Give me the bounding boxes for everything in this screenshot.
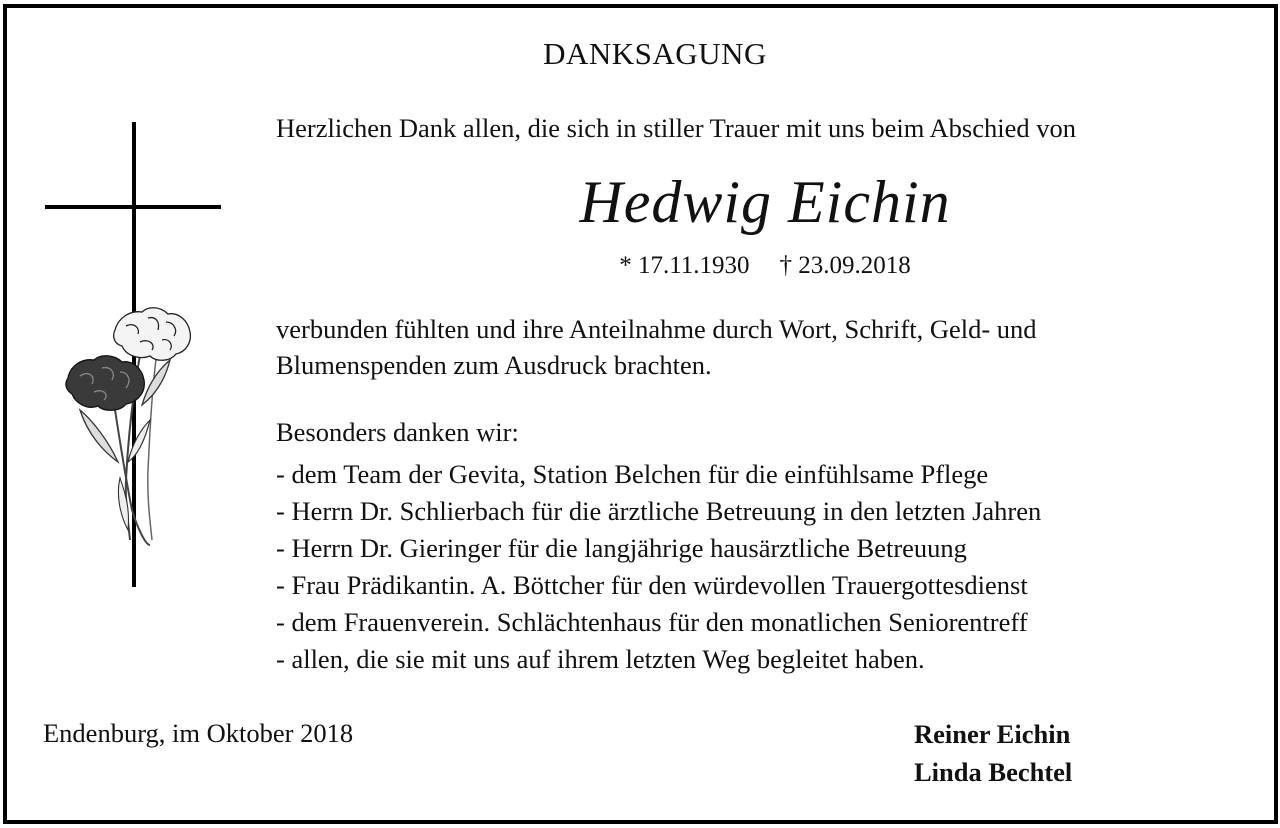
acknowledgement-paragraph (276, 311, 1037, 383)
signer-name: Linda Bechtel (914, 757, 1073, 787)
thanks-intro: Besonders danken wir: (276, 417, 519, 447)
thanks-list (276, 456, 1041, 678)
place-and-date: Endenburg, im Oktober 2018 (43, 718, 354, 748)
thanks-item: - Herrn Dr. Schlierbach für die ärztliche Betreuung in den letzten Jahren (276, 496, 1042, 526)
thanks-item: - dem Frauenverein. Schlächtenhaus für den monatlichen Seniorentreff (276, 607, 1028, 637)
cross-with-flowers (0, 0, 300, 620)
intro-text: Herzlichen Dank allen, die sich in stiller Trauer mit uns beim Abschied von (276, 113, 1076, 143)
signer-name: Reiner Eichin (914, 719, 1071, 749)
death-date: † 23.09.2018 (779, 252, 911, 279)
signers (914, 715, 1072, 791)
thanks-item: - dem Team der Gevita, Station Belchen für die einfühlsame Pflege (276, 459, 989, 489)
birth-date: * 17.11.1930 (619, 252, 750, 279)
paragraph-line: Blumenspenden zum Ausdruck brachten. (276, 350, 712, 380)
thanks-item: - Herrn Dr. Gieringer für die langjährige hausärztliche Betreuung (276, 533, 967, 563)
notice-heading: DANKSAGUNG (543, 36, 767, 71)
paragraph-line: verbunden fühlten und ihre Anteilnahme durch Wort, Schrift, Geld- und (276, 314, 1037, 344)
thanks-item: - Frau Prädikantin. A. Böttcher für den würdevollen Trauergottesdienst (276, 570, 1028, 600)
deceased-name: Hedwig Eichin (579, 169, 951, 235)
carnation-flowers-icon (66, 308, 190, 545)
thanks-item: - allen, die sie mit uns auf ihrem letzten Weg begleitet haben. (276, 644, 925, 674)
life-dates (0, 252, 1280, 280)
